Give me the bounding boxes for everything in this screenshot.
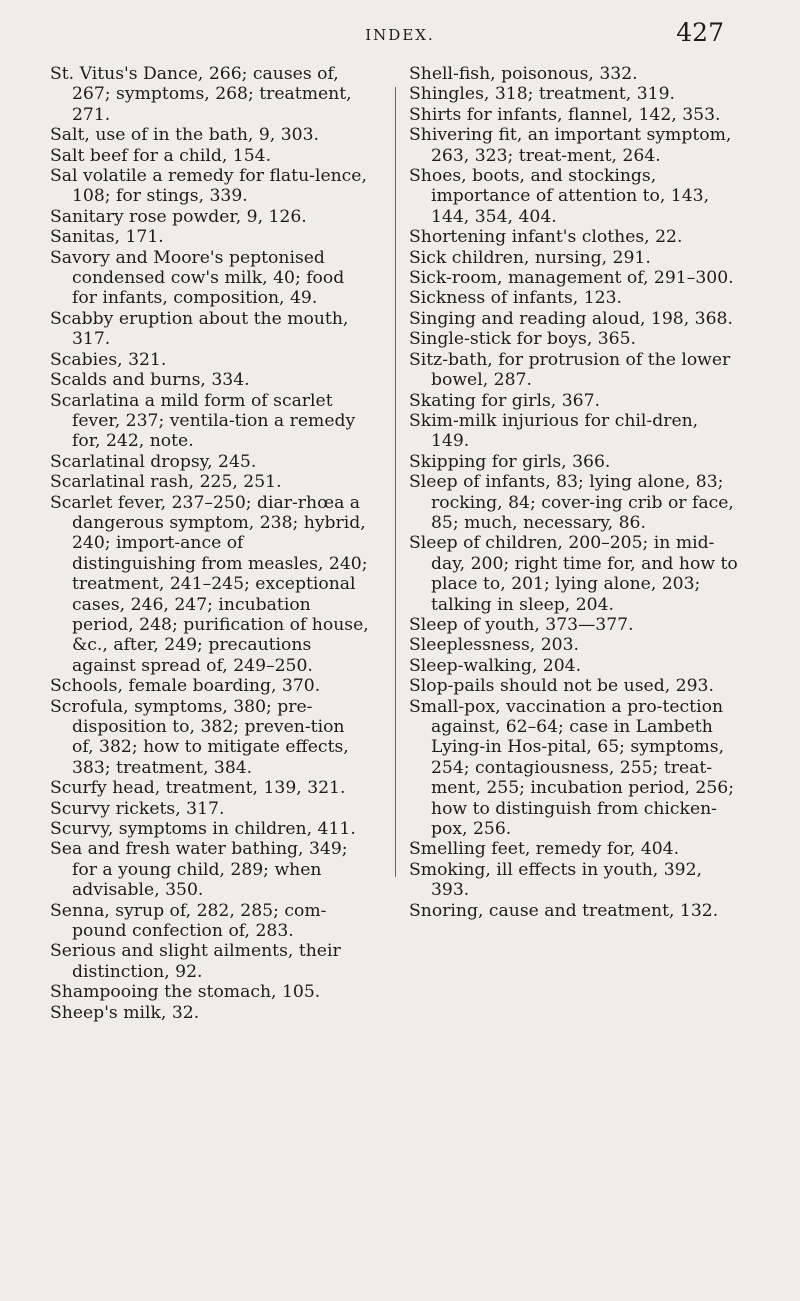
running-head: INDEX.	[365, 26, 435, 44]
index-column-right	[409, 64, 739, 921]
index-entry: Single-stick for boys, 365.	[409, 329, 637, 350]
index-entry: Scabby eruption about the mouth, 317.	[50, 308, 349, 350]
index-entry: Singing and reading aloud, 198, 368.	[409, 308, 733, 329]
index-entry: Smoking, ill effects in youth, 392, 393.	[409, 859, 702, 901]
index-entry: Shoes, boots, and stockings, importance of attention to, 143, 144, 354, 404.	[409, 166, 710, 227]
index-entry: Shirts for infants, flannel, 142, 353.	[409, 104, 721, 125]
index-entry: Savory and Moore's peptonised condensed cow's milk, 40; food for infants, composition, 49.	[50, 247, 345, 309]
index-entry: Skipping for girls, 366.	[409, 451, 611, 472]
index-entry: Sleep of youth, 373—377.	[409, 614, 634, 635]
index-entry: Sanitas, 171.	[50, 227, 164, 248]
index-entry: Scabies, 321.	[50, 349, 167, 370]
index-entry: Sleeplessness, 203.	[409, 635, 580, 656]
index-entry: Salt beef for a child, 154.	[50, 145, 272, 166]
index-entry: Skating for girls, 367.	[409, 390, 600, 411]
column-divider	[395, 87, 396, 877]
index-entry: Scarlet fever, 237–250; diar-rhœa a dangerous symptom, 238; hybrid, 240; import-ance of distinguishing from measles, 240; treatment, 241–245; exceptional cases, 246, 247; incubation period, 248; purification of house, &c., after, 249; precautions against spread of, 249–250.	[50, 492, 369, 676]
index-entry: Scalds and burns, 334.	[50, 370, 250, 391]
index-entry: Senna, syrup of, 282, 285; com-pound confection of, 283.	[50, 900, 327, 942]
index-entry: Shampooing the stomach, 105.	[50, 982, 321, 1003]
index-entry: St. Vitus's Dance, 266; causes of, 267; symptoms, 268; treatment, 271.	[50, 64, 352, 125]
index-entry: Scurvy rickets, 317.	[50, 798, 225, 819]
index-entry: Serious and slight ailments, their distinction, 92.	[50, 941, 341, 982]
index-entry: Scurfy head, treatment, 139, 321.	[50, 778, 346, 799]
page-number: 427	[676, 18, 724, 47]
index-entry: Sleep-walking, 204.	[409, 655, 582, 676]
index-entry: Shivering fit, an important symptom, 263, 323; treat-ment, 264.	[409, 125, 732, 166]
index-entry: Sal volatile a remedy for flatu-lence, 108; for stings, 339.	[50, 166, 367, 207]
index-entry: Sleep of infants, 83; lying alone, 83; rocking, 84; cover-ing crib or face, 85; much, necessary, 86.	[409, 472, 734, 533]
page-header	[0, 18, 800, 58]
index-entry: Scrofula, symptoms, 380; pre-disposition to, 382; preven-tion of, 382; how to mitigate effects, 383; treatment, 384.	[50, 696, 349, 778]
index-entry: Shell-fish, poisonous, 332.	[409, 64, 638, 84]
index-entry: Sitz-bath, for protrusion of the lower bowel, 287.	[409, 349, 731, 391]
index-entry: Slop-pails should not be used, 293.	[409, 676, 714, 697]
index-entry: Sanitary rose powder, 9, 126.	[50, 206, 307, 227]
index-entry: Schools, female boarding, 370.	[50, 676, 321, 697]
index-entry: Sick-room, management of, 291–300.	[409, 268, 734, 289]
index-entry: Sickness of infants, 123.	[409, 288, 622, 309]
index-entry: Smelling feet, remedy for, 404.	[409, 839, 680, 860]
index-entry: Scarlatinal dropsy, 245.	[50, 451, 257, 472]
index-entry: Shingles, 318; treatment, 319.	[409, 84, 675, 105]
index-entry: Sick children, nursing, 291.	[409, 247, 651, 268]
index-entry: Small-pox, vaccination a pro-tection against, 62–64; case in Lambeth Lying-in Hos-pital, 65; symptoms, 254; contagiousness, 255; treat-ment, 255; incubation period, 256; how to distinguish from chicken-pox, 256.	[409, 696, 734, 840]
index-entry: Sheep's milk, 32.	[50, 1002, 200, 1023]
index-entry: Shortening infant's clothes, 22.	[409, 227, 683, 248]
index-entry: Scarlatinal rash, 225, 251.	[50, 472, 282, 493]
index-entry: Scarlatina a mild form of scarlet fever, 237; ventila-tion a remedy for, 242, note.	[50, 390, 356, 452]
index-entry: Sea and fresh water bathing, 349; for a young child, 289; when advisable, 350.	[50, 839, 348, 901]
index-entry: Snoring, cause and treatment, 132.	[409, 900, 719, 921]
index-column-left	[50, 64, 370, 1023]
index-entry: Scurvy, symptoms in children, 411.	[50, 819, 356, 840]
index-entry: Sleep of children, 200–205; in mid-day, 200; right time for, and how to place to, 201; lying alone, 203; talking in sleep, 204.	[409, 533, 738, 615]
index-entry: Salt, use of in the bath, 9, 303.	[50, 125, 319, 146]
index-entry: Skim-milk injurious for chil-dren, 149.	[409, 410, 699, 452]
